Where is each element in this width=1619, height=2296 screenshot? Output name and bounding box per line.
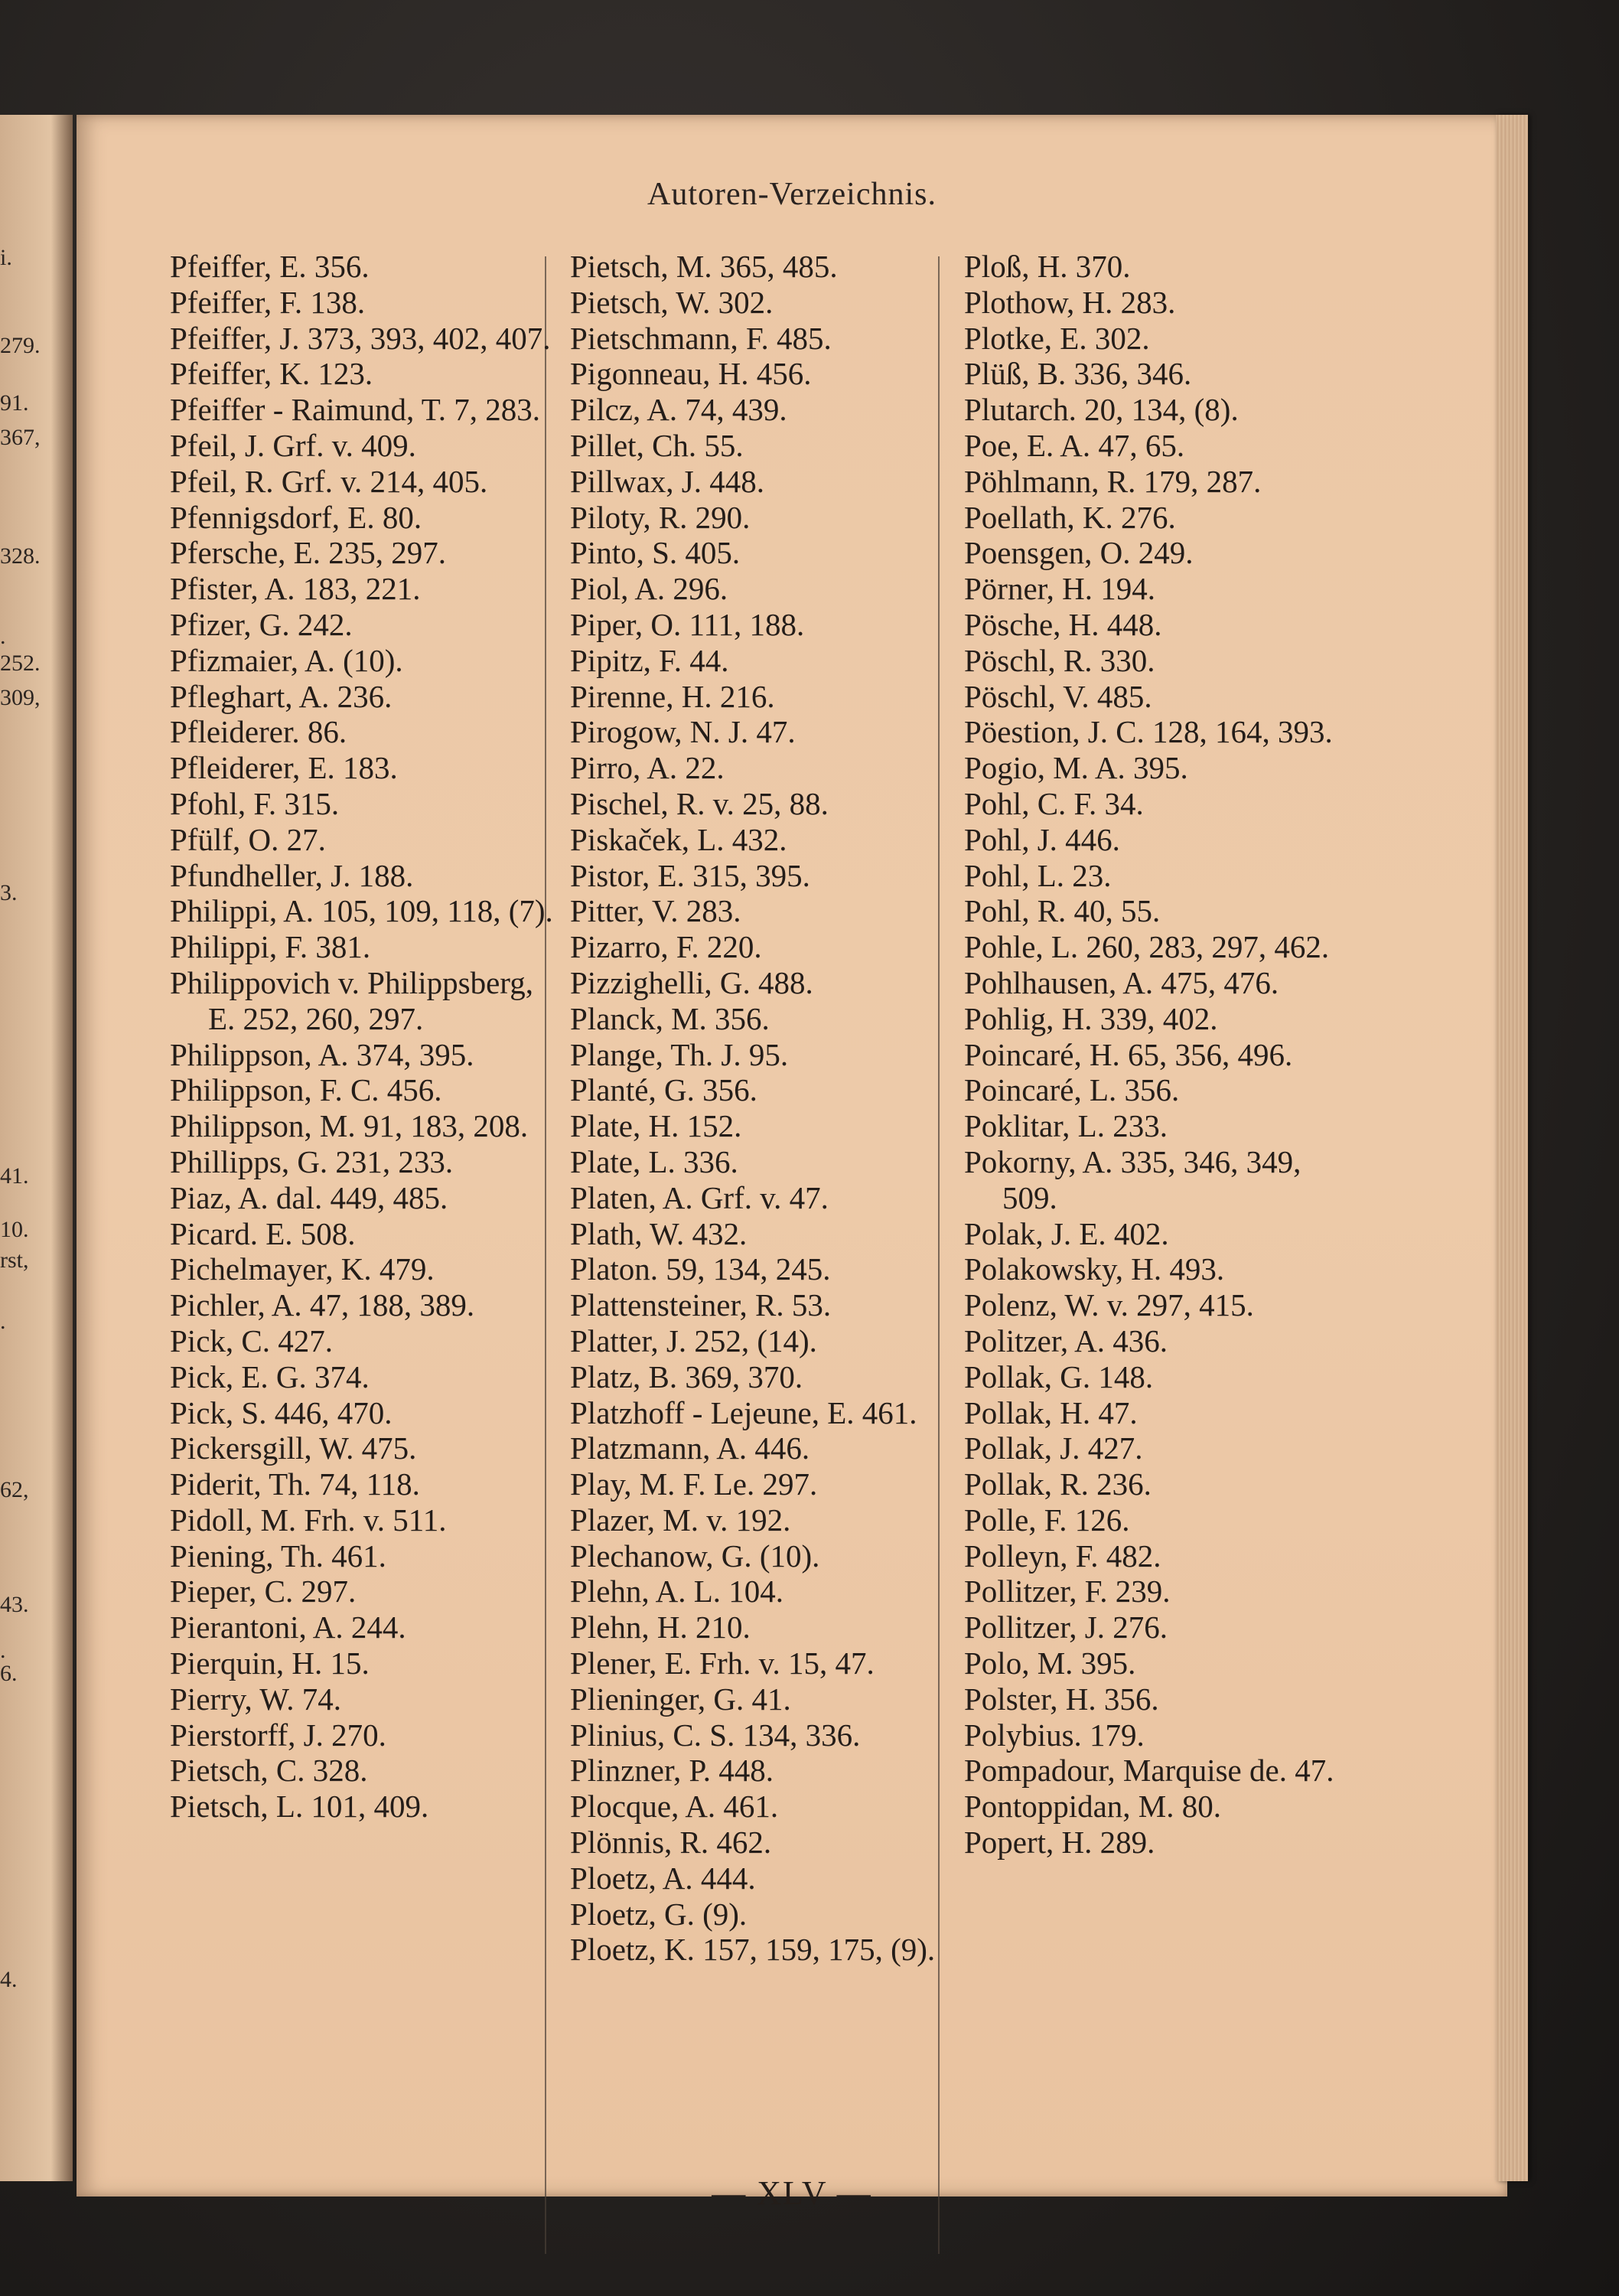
index-entry: Pollitzer, F. 239. [964, 1574, 1171, 1609]
index-entry: Pöhlmann, R. 179, 287. [964, 463, 1262, 499]
index-entry: Pierstorff, J. 270. [170, 1717, 386, 1753]
index-entry: Piol, A. 296. [570, 571, 728, 607]
index-entry: Pillet, Ch. 55. [570, 427, 744, 463]
index-entry: Pizarro, F. 220. [570, 929, 762, 965]
index-entry: Pick, C. 427. [170, 1322, 333, 1358]
index-entry: Plehn, A. L. 104. [570, 1574, 784, 1609]
index-entry: Pichelmayer, K. 479. [170, 1251, 435, 1287]
index-entry: Pfersche, E. 235, 297. [170, 535, 446, 571]
previous-page-edge [0, 115, 73, 2181]
index-entry: Piderit, Th. 74, 118. [170, 1466, 420, 1502]
index-entry: Pösche, H. 448. [964, 606, 1162, 642]
index-entry: Pietsch, M. 365, 485. [570, 249, 838, 284]
index-entry: Picard. E. 508. [170, 1215, 356, 1251]
index-entry: Pfleghart, A. 236. [170, 678, 393, 714]
index-entry: Polleyn, F. 482. [964, 1538, 1161, 1574]
margin-fragment: 252. [0, 651, 41, 676]
margin-fragment: 367, [0, 425, 41, 450]
index-entry: Poe, E. A. 47, 65. [964, 427, 1185, 463]
index-entry: Pogio, M. A. 395. [964, 750, 1188, 786]
index-entry: Plechanow, G. (10). [570, 1538, 820, 1574]
index-entry: Pollitzer, J. 276. [964, 1609, 1168, 1645]
index-entry: Pfleiderer. 86. [170, 714, 347, 750]
index-entry: Pfleiderer, E. 183. [170, 750, 398, 786]
index-entry: Ploetz, K. 157, 159, 175, (9). [570, 1932, 936, 1968]
index-entry: Pischel, R. v. 25, 88. [570, 785, 829, 821]
index-entry: Platon. 59, 134, 245. [570, 1251, 831, 1287]
index-entry: Poklitar, L. 233. [964, 1108, 1168, 1144]
index-entry: Pollak, R. 236. [964, 1466, 1152, 1502]
index-entry: Plath, W. 432. [570, 1215, 748, 1251]
index-entry: Pitter, V. 283. [570, 893, 741, 929]
index-entry: Platz, B. 369, 370. [570, 1358, 803, 1394]
index-entry: Pickersgill, W. 475. [170, 1430, 417, 1466]
index-entry: Pidoll, M. Frh. v. 511. [170, 1502, 447, 1538]
index-entry: Pohl, C. F. 34. [964, 785, 1144, 821]
index-entry: Plange, Th. J. 95. [570, 1036, 789, 1072]
margin-fragment: 3. [0, 880, 18, 905]
index-entry: Pöschl, V. 485. [964, 678, 1152, 714]
margin-fragment: 309, [0, 685, 41, 710]
index-entry: Pfülf, O. 27. [170, 821, 326, 857]
index-entry: Plinius, C. S. 134, 336. [570, 1717, 861, 1753]
index-entry: Pizzighelli, G. 488. [570, 964, 813, 1000]
index-entry: Pirogow, N. J. 47. [570, 714, 796, 750]
margin-fragment: . [0, 1638, 6, 1663]
index-entry: Pigonneau, H. 456. [570, 356, 812, 392]
index-entry: Platzhoff - Lejeune, E. 461. [570, 1394, 917, 1430]
index-entry: Piloty, R. 290. [570, 499, 751, 535]
index-entry: Pirenne, H. 216. [570, 678, 775, 714]
index-entry: Polybius. 179. [964, 1717, 1145, 1753]
index-entry: Pokorny, A. 335, 346, 349, 509. [964, 1143, 1301, 1215]
index-entry: Pfundheller, J. 188. [170, 857, 414, 893]
index-entry: Pietsch, L. 101, 409. [170, 1789, 429, 1825]
margin-fragment: 43. [0, 1592, 29, 1617]
index-entry: Polle, F. 126. [964, 1502, 1130, 1538]
index-entry: Pörner, H. 194. [964, 571, 1156, 607]
margin-fragment: 10. [0, 1217, 29, 1242]
index-column-3 [964, 249, 1362, 1861]
margin-fragment: 6. [0, 1661, 18, 1686]
index-entry: Pfizmaier, A. (10). [170, 642, 403, 678]
margin-fragment: 328. [0, 543, 41, 569]
index-entry: Plutarch. 20, 134, (8). [964, 392, 1239, 428]
index-entry: Pirro, A. 22. [570, 750, 725, 786]
index-entry: Pfennigsdorf, E. 80. [170, 499, 422, 535]
index-entry: Ploß, H. 370. [964, 249, 1131, 284]
index-entry: Pöestion, J. C. 128, 164, 393. [964, 714, 1333, 750]
margin-fragment: 279. [0, 333, 41, 358]
index-entry: Poensgen, O. 249. [964, 535, 1194, 571]
index-entry: Philippson, A. 374, 395. [170, 1036, 474, 1072]
index-entry: Plehn, H. 210. [570, 1609, 751, 1645]
index-entry: Plönnis, R. 462. [570, 1825, 772, 1861]
margin-fragment: 91. [0, 390, 29, 416]
index-entry: Piskaček, L. 432. [570, 821, 787, 857]
page-number: — XLV — [712, 2174, 872, 2212]
index-entry: Pistor, E. 315, 395. [570, 857, 810, 893]
index-entry: Plazer, M. v. 192. [570, 1502, 791, 1538]
index-entry: Pohl, R. 40, 55. [964, 893, 1161, 929]
page-stack-edge [1496, 115, 1528, 2181]
index-entry: Pilcz, A. 74, 439. [570, 392, 787, 428]
index-entry: Polenz, W. v. 297, 415. [964, 1287, 1254, 1323]
index-entry: Pontoppidan, M. 80. [964, 1789, 1221, 1825]
index-entry: Pollak, J. 427. [964, 1430, 1143, 1466]
index-entry: Platter, J. 252, (14). [570, 1322, 817, 1358]
index-entry: Pietsch, W. 302. [570, 284, 774, 320]
index-entry: Play, M. F. Le. 297. [570, 1466, 818, 1502]
index-entry: Phillipps, G. 231, 233. [170, 1143, 454, 1179]
index-entry: Pfeiffer, F. 138. [170, 284, 366, 320]
index-entry: Pollak, G. 148. [964, 1358, 1154, 1394]
index-entry: Planté, G. 356. [570, 1072, 757, 1108]
index-entry: Pick, E. G. 374. [170, 1358, 370, 1394]
margin-fragment: i. [0, 245, 12, 270]
index-entry: Pinto, S. 405. [570, 535, 741, 571]
index-entry: Plener, E. Frh. v. 15, 47. [570, 1645, 875, 1681]
index-entry: Pfeil, R. Grf. v. 214, 405. [170, 463, 488, 499]
index-entry: Pipitz, F. 44. [570, 642, 729, 678]
index-entry: Piper, O. 111, 188. [570, 606, 805, 642]
index-entry: Pohlhausen, A. 475, 476. [964, 964, 1279, 1000]
index-entry: Poellath, K. 276. [964, 499, 1176, 535]
index-entry: Pöschl, R. 330. [964, 642, 1155, 678]
index-entry: Pieper, C. 297. [170, 1574, 357, 1609]
index-entry: Pfizer, G. 242. [170, 606, 353, 642]
index-entry: Pierquin, H. 15. [170, 1645, 370, 1681]
index-entry: Philippi, F. 381. [170, 929, 371, 965]
index-entry: Pfeiffer, E. 356. [170, 249, 370, 284]
index-entry: Plocque, A. 461. [570, 1789, 779, 1825]
margin-fragment: . [0, 624, 6, 649]
index-entry: Pohl, L. 23. [964, 857, 1112, 893]
margin-fragment: rst, [0, 1247, 29, 1273]
index-entry: Pietsch, C. 328. [170, 1753, 368, 1789]
index-entry: Pompadour, Marquise de. 47. [964, 1753, 1334, 1789]
index-entry: Piaz, A. dal. 449, 485. [170, 1179, 448, 1215]
margin-fragment: . [0, 1309, 6, 1334]
index-entry: Polo, M. 395. [964, 1645, 1136, 1681]
index-entry: Ploetz, G. (9). [570, 1896, 748, 1932]
index-entry: Ploetz, A. 444. [570, 1860, 756, 1896]
index-entry: Plothow, H. 283. [964, 284, 1176, 320]
margin-fragment: 4. [0, 1967, 18, 1992]
index-entry: Plinzner, P. 448. [570, 1753, 774, 1789]
index-entry: Polakowsky, H. 493. [964, 1251, 1225, 1287]
index-entry: Piening, Th. 461. [170, 1538, 386, 1574]
index-entry: Poincaré, H. 65, 356, 496. [964, 1036, 1293, 1072]
index-entry: Plate, L. 336. [570, 1143, 738, 1179]
index-entry: Philippson, F. C. 456. [170, 1072, 442, 1108]
index-entry: Pillwax, J. 448. [570, 463, 764, 499]
margin-fragment: 62, [0, 1477, 29, 1502]
index-entry: Plieninger, G. 41. [570, 1681, 791, 1717]
index-entry: Politzer, A. 436. [964, 1322, 1168, 1358]
index-entry: Pietschmann, F. 485. [570, 320, 832, 356]
index-entry: Pick, S. 446, 470. [170, 1394, 393, 1430]
index-entry: Planck, M. 356. [570, 1000, 770, 1036]
index-entry: Pfeil, J. Grf. v. 409. [170, 427, 416, 463]
index-entry: Polak, J. E. 402. [964, 1215, 1169, 1251]
index-entry: Popert, H. 289. [964, 1825, 1155, 1861]
index-entry: Pfeiffer, K. 123. [170, 356, 373, 392]
index-entry: Pierantoni, A. 244. [170, 1609, 406, 1645]
page-header: Autoren-Verzeichnis. [647, 177, 937, 212]
index-column-1 [170, 249, 568, 1825]
index-entry: Polster, H. 356. [964, 1681, 1159, 1717]
index-entry: Pohle, L. 260, 283, 297, 462. [964, 929, 1330, 965]
margin-fragment: 41. [0, 1163, 29, 1189]
index-entry: Pierry, W. 74. [170, 1681, 341, 1717]
index-entry: Pfeiffer - Raimund, T. 7, 283. [170, 392, 540, 428]
index-entry: Pichler, A. 47, 188, 389. [170, 1287, 475, 1323]
index-entry: Pollak, H. 47. [964, 1394, 1138, 1430]
index-entry: Philippovich v. Philippsberg, E. 252, 260, 297. [170, 964, 533, 1036]
index-entry: Philippi, A. 105, 109, 118, (7). [170, 893, 553, 929]
index-entry: Pfister, A. 183, 221. [170, 571, 421, 607]
index-entry: Plattensteiner, R. 53. [570, 1287, 832, 1323]
index-column-2 [570, 249, 968, 1968]
index-entry: Pfeiffer, J. 373, 393, 402, 407. [170, 320, 551, 356]
index-entry: Pfohl, F. 315. [170, 785, 340, 821]
index-entry: Pohlig, H. 339, 402. [964, 1000, 1218, 1036]
index-entry: Plüß, B. 336, 346. [964, 356, 1192, 392]
index-entry: Plate, H. 152. [570, 1108, 742, 1144]
index-page [77, 115, 1507, 2212]
index-entry: Platen, A. Grf. v. 47. [570, 1179, 829, 1215]
index-entry: Plotke, E. 302. [964, 320, 1150, 356]
index-entry: Platzmann, A. 446. [570, 1430, 810, 1466]
index-entry: Philippson, M. 91, 183, 208. [170, 1108, 529, 1144]
index-entry: Pohl, J. 446. [964, 821, 1120, 857]
index-entry: Poincaré, L. 356. [964, 1072, 1180, 1108]
